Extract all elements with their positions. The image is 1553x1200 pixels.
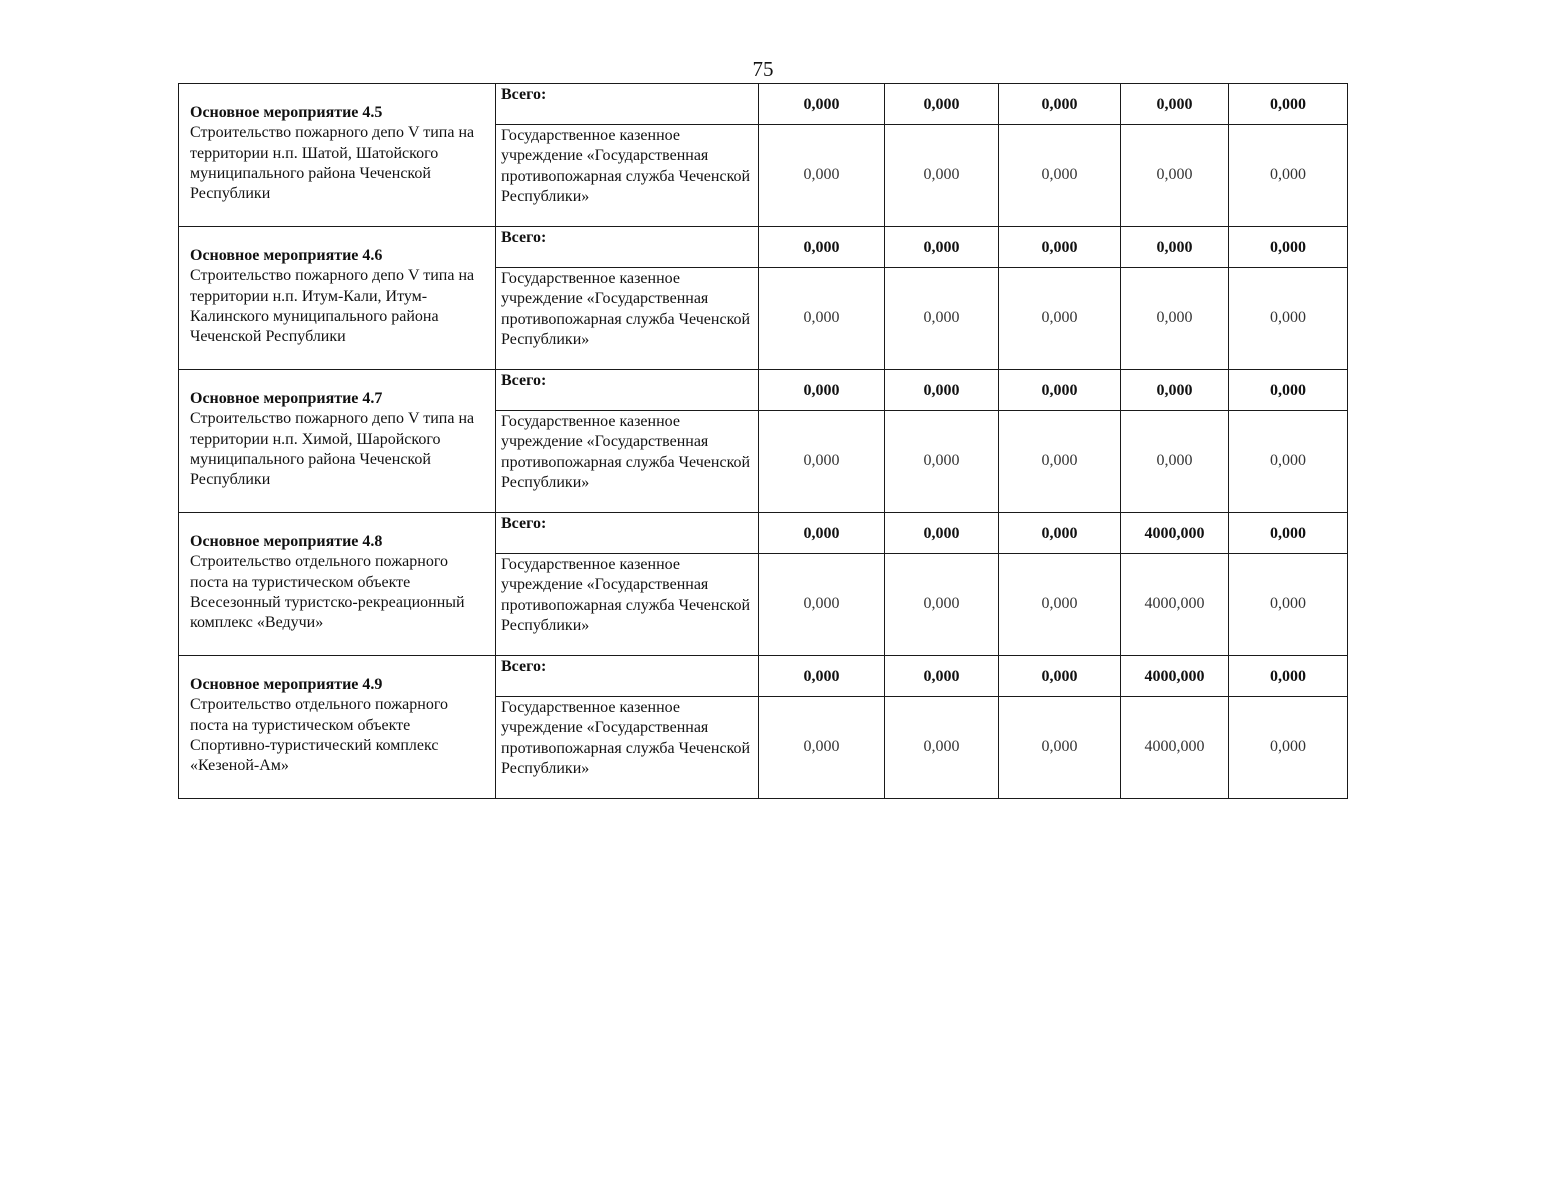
total-value-cell: 0,000 <box>1229 84 1348 125</box>
activity-title: Основное мероприятие 4.6 <box>190 247 383 264</box>
activity-title: Основное мероприятие 4.9 <box>190 676 383 693</box>
total-value-cell: 0,000 <box>999 513 1121 554</box>
total-value-cell: 0,000 <box>759 656 885 697</box>
org-value-cell: 0,000 <box>759 411 885 513</box>
org-label: Государственное казенное учреждение «Государственная противопожарная служба Чеченской Республики» <box>496 125 759 227</box>
activity-cell <box>179 227 496 370</box>
activity-total-row <box>179 370 1348 411</box>
org-value-cell: 0,000 <box>759 697 885 799</box>
total-value-cell: 0,000 <box>885 656 999 697</box>
activity-title: Основное мероприятие 4.5 <box>190 104 383 121</box>
page-number: 75 <box>752 57 774 81</box>
total-label: Всего: <box>496 370 759 411</box>
org-label: Государственное казенное учреждение «Государственная противопожарная служба Чеченской Республики» <box>496 268 759 370</box>
org-value-cell: 0,000 <box>759 554 885 656</box>
activity-total-row <box>179 513 1348 554</box>
org-value-cell: 0,000 <box>885 411 999 513</box>
org-value-cell: 0,000 <box>1229 554 1348 656</box>
total-value-cell: 4000,000 <box>1121 656 1229 697</box>
org-value-cell: 0,000 <box>1229 268 1348 370</box>
total-value-cell: 0,000 <box>1229 656 1348 697</box>
org-value-cell: 0,000 <box>1121 125 1229 227</box>
org-label: Государственное казенное учреждение «Государственная противопожарная служба Чеченской Республики» <box>496 554 759 656</box>
org-value-cell: 0,000 <box>999 554 1121 656</box>
total-value-cell: 0,000 <box>1229 513 1348 554</box>
org-value-cell: 0,000 <box>1229 125 1348 227</box>
total-value-cell: 0,000 <box>885 84 999 125</box>
activity-description: Строительство пожарного депо V типа на территории н.п. Шатой, Шатойского муниципального района Чеченской Республики <box>190 124 475 203</box>
org-label: Государственное казенное учреждение «Государственная противопожарная служба Чеченской Республики» <box>496 697 759 799</box>
table-body <box>179 84 1348 799</box>
funding-table <box>178 83 1348 799</box>
activity-title: Основное мероприятие 4.8 <box>190 533 383 550</box>
org-value-cell: 0,000 <box>759 268 885 370</box>
activity-cell <box>179 513 496 656</box>
total-value-cell: 0,000 <box>1121 370 1229 411</box>
org-value-cell: 0,000 <box>1229 411 1348 513</box>
total-value-cell: 0,000 <box>999 227 1121 268</box>
org-value-cell: 0,000 <box>885 268 999 370</box>
activity-total-row <box>179 227 1348 268</box>
org-value-cell: 0,000 <box>759 125 885 227</box>
total-label: Всего: <box>496 656 759 697</box>
total-value-cell: 0,000 <box>999 656 1121 697</box>
org-value-cell: 0,000 <box>885 554 999 656</box>
org-value-cell: 0,000 <box>999 697 1121 799</box>
total-value-cell: 0,000 <box>885 513 999 554</box>
org-value-cell: 4000,000 <box>1121 554 1229 656</box>
org-value-cell: 0,000 <box>885 125 999 227</box>
org-value-cell: 4000,000 <box>1121 697 1229 799</box>
total-value-cell: 0,000 <box>999 84 1121 125</box>
total-value-cell: 0,000 <box>885 370 999 411</box>
total-value-cell: 0,000 <box>1229 227 1348 268</box>
activity-total-row <box>179 84 1348 125</box>
activity-cell <box>179 370 496 513</box>
org-value-cell: 0,000 <box>999 125 1121 227</box>
total-value-cell: 0,000 <box>759 84 885 125</box>
total-value-cell: 0,000 <box>759 370 885 411</box>
activity-cell <box>179 656 496 799</box>
total-value-cell: 0,000 <box>759 513 885 554</box>
total-value-cell: 0,000 <box>759 227 885 268</box>
total-label: Всего: <box>496 513 759 554</box>
org-value-cell: 0,000 <box>999 411 1121 513</box>
total-value-cell: 0,000 <box>885 227 999 268</box>
activity-total-row <box>179 656 1348 697</box>
org-value-cell: 0,000 <box>1229 697 1348 799</box>
total-label: Всего: <box>496 227 759 268</box>
activity-description: Строительство пожарного депо V типа на территории н.п. Итум-Кали, Итум-Калинского муниципального района Чеченской Республики <box>190 267 475 346</box>
org-value-cell: 0,000 <box>1121 268 1229 370</box>
total-value-cell: 0,000 <box>1121 84 1229 125</box>
total-value-cell: 0,000 <box>1229 370 1348 411</box>
total-value-cell: 0,000 <box>999 370 1121 411</box>
org-value-cell: 0,000 <box>1121 411 1229 513</box>
org-value-cell: 0,000 <box>885 697 999 799</box>
activity-description: Строительство пожарного депо V типа на территории н.п. Химой, Шаройского муниципального района Чеченской Республики <box>190 410 475 489</box>
activity-cell <box>179 84 496 227</box>
activity-description: Строительство отдельного пожарного поста на туристическом объекте Всесезонный туристско-рекреационный комплекс «Ведучи» <box>190 553 465 632</box>
activity-description: Строительство отдельного пожарного поста на туристическом объекте Спортивно-туристический комплекс «Кезеной-Ам» <box>190 696 448 775</box>
activity-title: Основное мероприятие 4.7 <box>190 390 383 407</box>
total-label: Всего: <box>496 84 759 125</box>
total-value-cell: 0,000 <box>1121 227 1229 268</box>
total-value-cell: 4000,000 <box>1121 513 1229 554</box>
org-value-cell: 0,000 <box>999 268 1121 370</box>
org-label: Государственное казенное учреждение «Государственная противопожарная служба Чеченской Республики» <box>496 411 759 513</box>
